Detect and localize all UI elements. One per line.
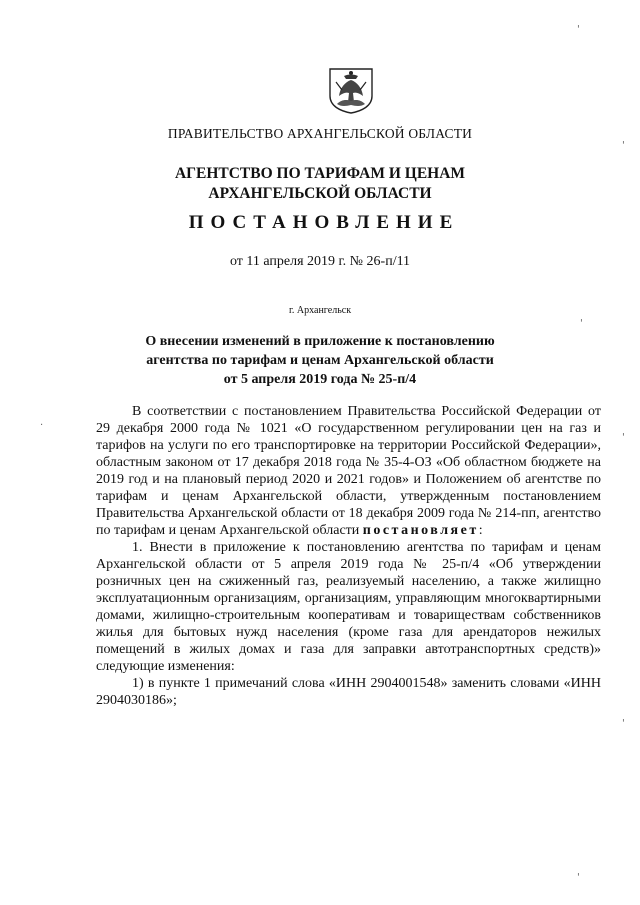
body-paragraph-subitem1: 1) в пункте 1 примечаний слова «ИНН 2904001548» заменить словами «ИНН 2904030186»; [96,676,601,708]
preamble-end: : [478,523,483,538]
scan-speck: ' [580,318,583,329]
agency-name-line2: АРХАНГЕЛЬСКОЙ ОБЛАСТИ [208,185,432,202]
document-subject [0,332,640,389]
subject-line1: О внесении изменений в приложение к постановлению [145,334,495,349]
subject-line2: агентства по тарифам и ценам Архангельской области [146,353,494,368]
scan-speck: · [40,420,44,431]
document-city: г. Архангельск [288,305,352,316]
scan-speck: ' [577,24,580,35]
action-word: постановляет [362,523,479,538]
scan-speck: ' [577,872,580,883]
coat-of-arms-emblem [326,66,376,114]
document-type-title: ПОСТАНОВЛЕНИЕ [188,212,460,233]
scan-speck: ' [622,140,625,151]
scan-speck: ' [622,432,625,443]
scan-speck: ' [622,718,625,729]
subject-line3: от 5 апреля 2019 года № 25-п/4 [223,372,417,387]
body-paragraph-item1: 1. Внести в приложение к постановлению агентства по тарифам и ценам Архангельской области от 5 апреля 2019 года № 25-п/4 «Об утверждении розничных цен на сжиженный газ, реализуемый населению, а также жилищно эксплуатационным организациям, организациям, управляющим многоквартирными домами, жилищно-строительным кооперативам и товариществам собственников жилья для бытовых нужд населения (кроме газа для арендаторов нежилых помещений в жилых домах и газа для заправки автотранспортных средств)» следующие изменения: [96,540,601,674]
preamble-text: В соответствии с постановлением Правительства Российской Федерации от 29 декабря 2000 года № 1021 «О государственном регулировании цен на газ и тарифов на услуги по его транспортировке на территории Российской Федерации», областным законом от 17 декабря 2018 года № 35-4-ОЗ «Об областном бюджете на 2019 год и на плановый период 2020 и 2021 годов» и Положением об агентстве по тарифам и ценам Архангельской области, утвержденным постановлением Правительства Архангельской области от 18 декабря 2009 года № 214-пп, агентство по тарифам и ценам Архангельской области [96,404,601,538]
document-date-number: от 11 апреля 2019 г. № 26-п/11 [229,254,411,269]
agency-name-line1: АГЕНТСТВО ПО ТАРИФАМ И ЦЕНАМ [174,165,466,182]
body-paragraph-preamble [96,403,601,539]
government-name: ПРАВИТЕЛЬСТВО АРХАНГЕЛЬСКОЙ ОБЛАСТИ [167,126,473,141]
agency-name [0,164,640,204]
document-body [96,403,601,709]
